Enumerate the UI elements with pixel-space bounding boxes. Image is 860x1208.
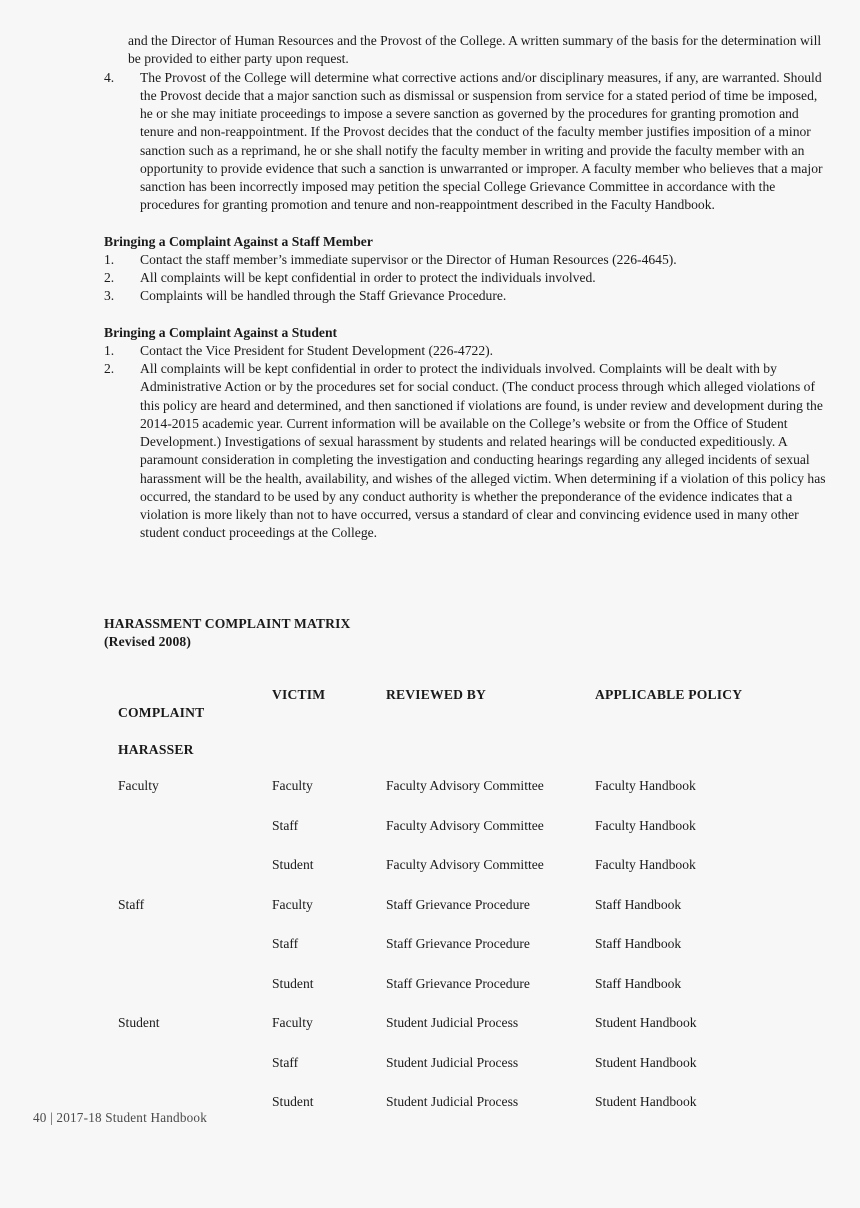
column-header-victim: VICTIM	[272, 687, 326, 702]
cell-policy: Student Handbook	[595, 1094, 697, 1110]
list-item-text: Contact the Vice President for Student Development (226-4722).	[140, 342, 494, 358]
column-header-reviewed-by: REVIEWED BY	[386, 687, 487, 702]
cell-policy: Student Handbook	[595, 1015, 697, 1031]
staff-complaint-list	[104, 251, 832, 306]
list-item	[104, 360, 832, 543]
list-item-text: Complaints will be handled through the Staff Grievance Procedure.	[140, 288, 507, 304]
cell-reviewed-by: Student Judicial Process	[386, 1015, 519, 1031]
table-row	[118, 975, 818, 1015]
table-row	[118, 817, 818, 857]
list-item	[104, 69, 832, 215]
list-item-text: The Provost of the College will determine what corrective actions and/or disciplinary measures, if any, are warranted. Should the Provost decide that a major sanction such as dismissal or suspension from service for a stated period of time be imposed, he or she may initiate proceedings to impose a severe sanction as governed by the procedures for granting promotion and tenure and non-reappointment. If the Provost decides that the conduct of the faculty member justifies imposition of a minor sanction such as a reprimand, he or she shall notify the faculty member in writing and provide the faculty member with an opportunity to provide evidence that such a sanction is unwarranted or improper. A faculty member who believes that a major sanction has been incorrectly imposed may petition the special College Grievance Committee in accordance with the procedures for granting promotion and tenure and non-reappointment described in the Faculty Handbook.	[140, 69, 823, 213]
cell-reviewed-by: Faculty Advisory Committee	[386, 778, 544, 794]
cell-victim: Staff	[272, 936, 299, 952]
table-row	[118, 1014, 818, 1054]
cell-victim: Faculty	[272, 896, 313, 912]
cell-victim: Faculty	[272, 1015, 313, 1031]
faculty-procedure-list	[104, 69, 832, 215]
cell-policy: Staff Handbook	[595, 975, 682, 991]
column-header-applicable-policy: APPLICABLE POLICY	[595, 687, 743, 702]
cell-policy: Faculty Handbook	[595, 778, 696, 794]
list-item-text: All complaints will be kept confidential in order to protect the individuals involved. Complaints will be dealt with by Administrative Action or by the procedures set for social conduct. (The conduct process through which alleged violations of this policy are heard and determined, and then sanctioned if violations are found, is under review and development during the 2014-2015 academic year. Current information will be available on the College’s website or from the Office of Student Development.) Investigations of sexual harassment by students and related hearings will be conducted expeditiously. A paramount consideration in completing the investigation and conducting hearings regarding any alleged incidents of sexual harassment will be the health, availability, and wishes of the alleged victim. When determining if a violation of this policy has occurred, the standard to be used by any conduct authority is whether the preponderance of the evidence indicates that a violation is more likely than not to have occurred, versus a standard of clear and convincing evidence used in many other student conduct proceedings at the College.	[140, 361, 826, 541]
section-spacer	[104, 306, 832, 324]
list-marker: 2.	[104, 270, 115, 285]
cell-reviewed-by: Staff Grievance Procedure	[386, 896, 530, 912]
cell-reviewed-by: Staff Grievance Procedure	[386, 975, 530, 991]
cell-harasser	[118, 935, 272, 975]
cell-victim: Staff	[272, 817, 299, 833]
student-complaint-list	[104, 342, 832, 543]
cell-harasser	[118, 1054, 272, 1094]
list-marker: 1.	[104, 251, 115, 267]
cell-harasser	[118, 817, 272, 857]
cell-policy: Faculty Handbook	[595, 857, 696, 873]
table-row	[118, 777, 818, 817]
matrix-body	[118, 777, 818, 1133]
cell-harasser: Faculty	[118, 778, 159, 794]
column-header-harasser-line1: COMPLAINT	[118, 705, 205, 721]
cell-reviewed-by: Faculty Advisory Committee	[386, 857, 544, 873]
cell-reviewed-by: Student Judicial Process	[386, 1054, 519, 1070]
list-marker: 3.	[104, 288, 115, 304]
cell-policy: Faculty Handbook	[595, 817, 696, 833]
cell-reviewed-by: Student Judicial Process	[386, 1094, 519, 1110]
list-item	[104, 269, 832, 287]
list-item	[104, 342, 832, 360]
list-marker: 1.	[104, 342, 115, 358]
list-item	[104, 251, 832, 269]
column-header-harasser-line2: HARASSER	[118, 741, 194, 757]
cell-harasser: Student	[118, 1015, 160, 1031]
student-complaint-heading: Bringing a Complaint Against a Student	[104, 324, 338, 340]
table-row	[118, 1093, 818, 1133]
cell-victim: Faculty	[272, 778, 313, 794]
cell-harasser	[118, 975, 272, 1015]
cell-policy: Staff Handbook	[595, 936, 682, 952]
list-item-text: Contact the staff member’s immediate supervisor or the Director of Human Resources (226-4645).	[140, 251, 677, 267]
table-row	[118, 856, 818, 896]
staff-complaint-heading: Bringing a Complaint Against a Staff Member	[104, 233, 373, 249]
cell-reviewed-by: Staff Grievance Procedure	[386, 936, 530, 952]
cell-victim: Student	[272, 1094, 314, 1110]
table-row	[118, 935, 818, 975]
list-item	[104, 287, 832, 305]
cell-harasser: Staff	[118, 896, 145, 912]
document-text-column	[104, 32, 832, 543]
cell-victim: Staff	[272, 1054, 299, 1070]
matrix-title-block	[104, 615, 351, 651]
list-item-text: All complaints will be kept confidential in order to protect the individuals involved.	[140, 270, 596, 285]
cell-victim: Student	[272, 857, 314, 873]
matrix-subtitle: (Revised 2008)	[104, 634, 192, 650]
continued-paragraph: and the Director of Human Resources and the Provost of the College. A written summary of the basis for the determination will be provided to either party upon request.	[128, 33, 822, 67]
harassment-complaint-matrix	[118, 686, 818, 1133]
column-header-harasser	[118, 686, 272, 777]
cell-policy: Staff Handbook	[595, 896, 682, 912]
section-spacer	[104, 215, 832, 233]
matrix-header-row	[118, 686, 818, 777]
page-footer: 40 | 2017-18 Student Handbook	[33, 1110, 208, 1125]
cell-harasser	[118, 856, 272, 896]
table-row	[118, 1054, 818, 1094]
cell-victim: Student	[272, 975, 314, 991]
table-row	[118, 896, 818, 936]
list-marker: 2.	[104, 361, 115, 376]
list-marker: 4.	[104, 69, 115, 85]
cell-reviewed-by: Faculty Advisory Committee	[386, 817, 544, 833]
cell-policy: Student Handbook	[595, 1054, 697, 1070]
matrix-title: HARASSMENT COMPLAINT MATRIX	[104, 616, 351, 631]
